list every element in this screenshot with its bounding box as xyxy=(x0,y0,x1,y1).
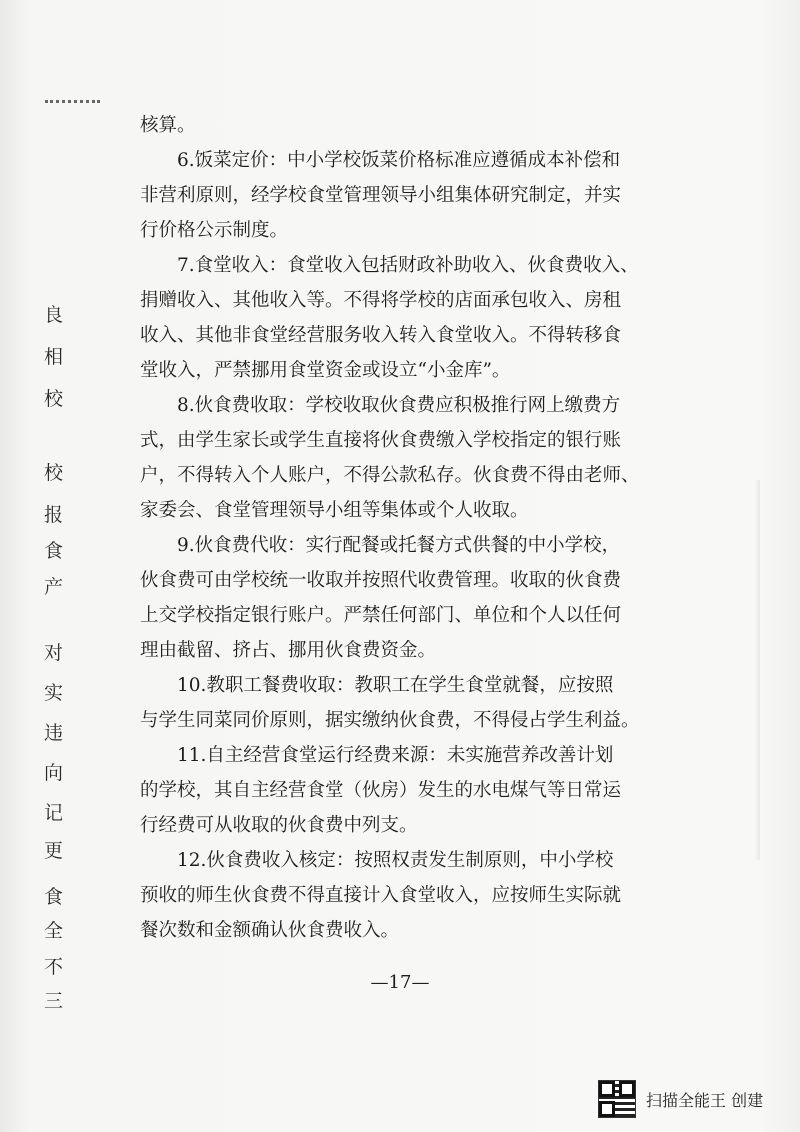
text-line: 的学校，其自主经营食堂（伙房）发生的水电煤气等日常运 xyxy=(140,780,622,801)
text-line: 9.伙食费代收：实行配餐或托餐方式供餐的中小学校， xyxy=(177,535,621,556)
margin-char: 报 xyxy=(44,504,64,526)
margin-char: 全 xyxy=(44,920,64,942)
text-line: 非营利原则，经学校食堂管理领导小组集体研究制定，并实 xyxy=(140,185,622,206)
text-line: 10.教职工餐费收取：教职工在学生食堂就餐，应按照 xyxy=(177,675,614,696)
text-line: 捐赠收入、其他收入等。不得将学校的店面承包收入、房租 xyxy=(140,290,622,311)
margin-char: 对 xyxy=(44,642,64,664)
scanner-label: 扫描全能王 创建 xyxy=(646,1090,764,1110)
text-line: 收入、其他非食堂经营服务收入转入食堂收入。不得转移食 xyxy=(140,325,622,346)
text-line: 家委会、食堂管理领导小组等集体或个人收取。 xyxy=(140,500,529,521)
page-shadow xyxy=(754,480,760,860)
margin-char: 良 xyxy=(44,304,64,326)
margin-char: 更 xyxy=(44,840,64,862)
text-line: 6.饭菜定价：中小学校饭菜价格标准应遵循成本补偿和 xyxy=(177,150,621,171)
text-line: 式，由学生家长或学生直接将伙食费缴入学校指定的银行账 xyxy=(140,430,622,451)
text-line: 11.自主经营食堂运行经费来源：未实施营养改善计划 xyxy=(177,745,614,766)
text-line: 预收的师生伙食费不得直接计入食堂收入，应按师生实际就 xyxy=(140,885,622,906)
text-line: 餐次数和金额确认伙食费收入。 xyxy=(140,920,400,941)
text-line: 12.伙食费收入核定：按照权责发生制原则，中小学校 xyxy=(177,850,614,871)
page-number: —17— xyxy=(370,972,430,993)
text-line: 行经费可从收取的伙食费中列支。 xyxy=(140,815,418,836)
scanner-watermark xyxy=(598,1080,763,1118)
text-line: 户，不得转入个人账户，不得公款私存。伙食费不得由老师、 xyxy=(140,465,640,486)
text-line: 7.食堂收入：食堂收入包括财政补助收入、伙食费收入、 xyxy=(177,255,639,276)
text-line: 与学生同菜同价原则，据实缴纳伙食费，不得侵占学生利益。 xyxy=(140,710,640,731)
margin-char: 违 xyxy=(44,722,64,744)
margin-char: 校 xyxy=(44,388,64,410)
text-line: 伙食费可由学校统一收取并按照代收费管理。收取的伙食费 xyxy=(140,570,622,591)
left-margin-bleed xyxy=(40,300,80,1020)
qr-code-icon xyxy=(598,1080,636,1118)
margin-dots xyxy=(45,100,100,107)
margin-char: 记 xyxy=(44,802,64,824)
text-line: 理由截留、挤占、挪用伙食费资金。 xyxy=(140,640,437,661)
margin-char: 实 xyxy=(44,682,64,704)
margin-char: 产 xyxy=(44,576,64,598)
margin-char: 校 xyxy=(44,462,64,484)
margin-char: 不 xyxy=(44,956,64,978)
text-line: 堂收入，严禁挪用食堂资金或设立“小金库”。 xyxy=(140,360,511,381)
text-line: 核算。 xyxy=(140,115,196,136)
margin-char: 食 xyxy=(44,540,64,562)
margin-char: 向 xyxy=(44,762,64,784)
text-line: 8.伙食费收取：学校收取伙食费应积极推行网上缴费方 xyxy=(177,395,621,416)
text-line: 上交学校指定银行账户。严禁任何部门、单位和个人以任何 xyxy=(140,605,622,626)
margin-char: 相 xyxy=(44,346,64,368)
document-body xyxy=(140,108,700,948)
margin-char: 三 xyxy=(44,990,64,1012)
margin-char: 食 xyxy=(44,886,64,908)
text-line: 行价格公示制度。 xyxy=(140,220,289,241)
